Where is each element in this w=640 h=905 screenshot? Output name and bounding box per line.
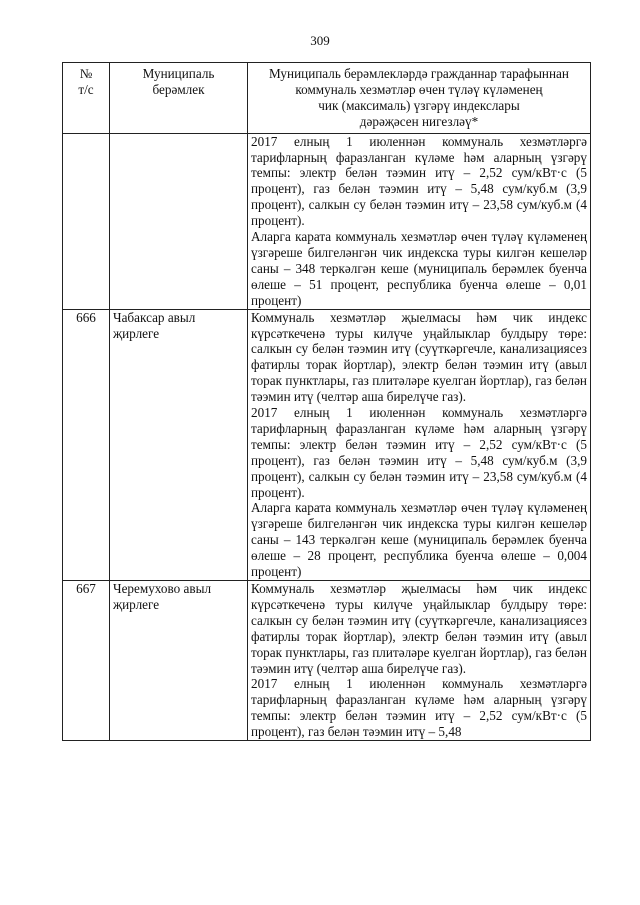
row-number: 667: [63, 581, 110, 741]
row-municipality: Черемухово авыл җирлеге: [110, 581, 248, 741]
paragraph: Коммуналь хезмәтләр җыелмасы һәм чик индекс күрсәткеченә туры килүче уңайлыклар булдыру төре: салкын су белән тәэмин итү (суүткәргечле, канализациясез фатирлы торак йортлар), электр белән тәэмин итү (авыл торак пунктлары, газ плитәләре куелган йортлар), газ белән тәэмин итү (челтәр аша бирелүче газ).: [251, 309, 587, 405]
paragraph: 2017 елның 1 июленнән коммуналь хезмәтләргә тарифларның фаразланган күләме һәм аларның үзгәрү темпы: электр белән тәэмин итү – 2,52 сум/кВт·с (5 процент), газ белән тәэмин итү – 5,48 сум/куб.м (3,9 процент), салкын су белән тәэмин итү – 23,58 сум/куб.м (4 процент).: [251, 133, 587, 229]
paragraph: Коммуналь хезмәтләр җыелмасы һәм чик индекс күрсәткеченә туры килүче уңайлыклар булдыру төре: салкын су белән тәэмин итү (суүткәргечле, канализациясез фатирлы торак йортлар), электр белән тәэмин итү (авыл торак пунктлары, газ плитәләре куелган йортлар), газ белән тәэмин итү (челтәр аша бирелүче газ).: [251, 581, 587, 676]
paragraph: 2017 елның 1 июленнән коммуналь хезмәтләргә тарифларның фаразланган күләме һәм аларның үзгәрү темпы: электр белән тәэмин итү – 2,52 сум/кВт·с (5 процент), газ белән тәэмин итү – 5,48 сум/куб.м (3,9 процент), салкын су белән тәэмин итү – 23,58 сум/куб.м (4 процент).: [251, 405, 587, 500]
header-justification: Муниципаль берәмлекләрдә гражданнар тарафыннан коммуналь хезмәтләр өчен түләү күләменең чик (максималь) үзгәрү индекслары дәрәҗәсен нигезләү*: [248, 63, 591, 134]
indices-table: [62, 62, 591, 741]
row-number: 666: [63, 309, 110, 580]
header-municipality: Муниципаль берәмлек: [110, 63, 248, 134]
table-row: [63, 309, 591, 580]
row-justification: [248, 309, 591, 580]
row-municipality: [110, 133, 248, 309]
header-number: № т/с: [63, 63, 110, 134]
table-row: [63, 133, 591, 309]
page-number: 309: [310, 33, 330, 48]
row-justification: [248, 133, 591, 309]
row-justification: [248, 581, 591, 741]
row-number: [63, 133, 110, 309]
table-header-row: [63, 63, 591, 134]
row-municipality: Чабаксар авыл җирлеге: [110, 309, 248, 580]
paragraph: 2017 елның 1 июленнән коммуналь хезмәтләргә тарифларның фаразланган күләме һәм аларның үзгәрү темпы: электр белән тәэмин итү – 2,52 сум/кВт·с (5 процент), газ белән тәэмин итү – 5,48: [251, 676, 587, 740]
paragraph: Аларга карата коммуналь хезмәтләр өчен түләү күләменең үзгәреше билгеләнгән чик индекска туры килгән кешеләр саны – 348 теркәлгән кеше (муниципаль берәмлек буенча өлеше – 51 процент, республика буенча өлеше – 0,01 процент): [251, 229, 587, 308]
paragraph: Аларга карата коммуналь хезмәтләр өчен түләү күләменең үзгәреше билгеләнгән чик индекска туры килгән кешеләр саны – 143 теркәлгән кеше (муниципаль берәмлек буенча өлеше – 28 процент, республика буенча өлеше – 0,004 процент): [251, 500, 587, 580]
table-row: [63, 581, 591, 741]
